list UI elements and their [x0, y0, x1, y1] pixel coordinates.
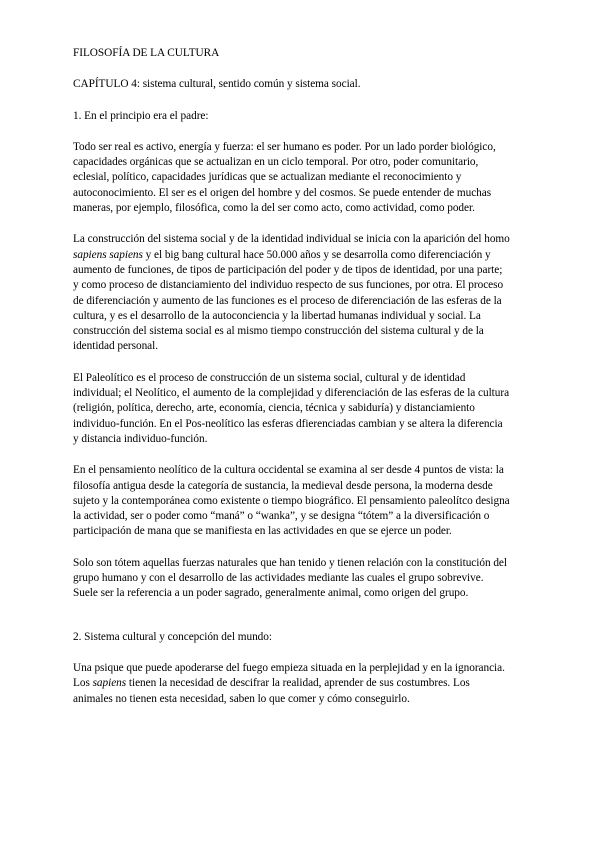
paragraph-line: animales no tienen esta necesidad, saben lo que comer y cómo conseguirlo.: [73, 692, 410, 705]
paragraph: [73, 556, 545, 602]
section-2-heading: 2. Sistema cultural y concepción del mundo:: [73, 630, 272, 643]
italic-term: sapiens: [92, 677, 127, 690]
paragraph-line: (religión, política, derecho, arte, economía, ciencia, técnica y sabiduría) y distanciamiento: [73, 402, 475, 415]
paragraph-line: [73, 248, 545, 263]
paragraph-line: y distancia individuo-función.: [73, 432, 208, 445]
paragraph-line: identidad personal.: [73, 340, 159, 353]
paragraph: [73, 371, 545, 447]
paragraph-line: eclesial, político, capacidades jurídicas que se actualizan mediante el reconocimiento y: [73, 171, 462, 184]
paragraph-line: y como proceso de distanciamiento del individuo respecto de sus funciones, por otra. El proceso: [73, 279, 504, 292]
line-text: tienen la necesidad de descifrar la realidad, aprender de sus costumbres. Los: [126, 677, 470, 690]
paragraph-line: Todo ser real es activo, energía y fuerza: el ser humano es poder. Por un lado porder biológico,: [73, 140, 496, 153]
paragraph-line: Una psique que puede apoderarse del fuego empieza situada en la perplejidad y en la ignorancia.: [73, 661, 505, 674]
paragraph-line: Solo son tótem aquellas fuerzas naturales que han tenido y tienen relación con la constitución del: [73, 556, 507, 569]
paragraph: [73, 232, 545, 354]
paragraph-line: En el pensamiento neolítico de la cultura occidental se examina al ser desde 4 puntos de vista: la: [73, 464, 504, 477]
paragraph-line: la actividad, ser o poder como “maná” o “wanka”, y se designa “tótem” a la diversificación o: [73, 510, 490, 523]
paragraph-line: individuo-función. En el Pos-neolítico las esferas dfierenciadas cambian y se altera la diferencia: [73, 417, 503, 430]
italic-term: sapiens sapiens: [73, 248, 143, 261]
paragraph-line: [73, 676, 545, 691]
line-text: y el big bang cultural hace 50.000 años y se desarrolla como diferenciación y: [142, 248, 491, 261]
paragraph: [73, 661, 545, 707]
document-title: FILOSOFÍA DE LA CULTURA: [73, 47, 220, 59]
paragraph: [73, 140, 545, 216]
paragraph-line: construcción del sistema social es al mismo tiempo construcción del sistema cultural y de la: [73, 325, 484, 338]
paragraph-line: El Paleolítico es el proceso de construcción de un sistema social, cultural y de identidad: [73, 371, 466, 384]
chapter-heading: CAPÍTULO 4: sistema cultural, sentido común y sistema social.: [73, 78, 361, 91]
paragraph-line: aumento de funciones, de tipos de participación del poder y de tipos de identidad, por una parte;: [73, 263, 503, 276]
paragraph-line: grupo humano y con el desarrollo de las actividades mediante las cuales el grupo sobrevive.: [73, 572, 484, 585]
paragraph-line: autoconocimiento. El ser es el origen del hombre y del cosmos. Se puede entender de muchas: [73, 186, 492, 199]
paragraph-line: filosofía antigua desde la categoría de sustancia, la medieval desde persona, la moderna desde: [73, 479, 493, 492]
paragraph-line: cultura, y es el desarrollo de la autoconciencia y la libertad humanas individual y social. La: [73, 309, 481, 322]
paragraph-line: de diferenciación y aumento de las funciones es el proceso de diferenciación de las esferas de la: [73, 294, 502, 307]
paragraph-line: capacidades orgánicas que se actualizan en un ciclo temporal. Por otro, poder comunitario,: [73, 156, 479, 169]
paragraph-line: Suele ser la referencia a un poder sagrado, generalmente animal, como origen del grupo.: [73, 587, 469, 600]
paragraph-line: sujeto y la contemporánea como existente o tiempo biográfico. El pensamiento paleolítco designa: [73, 494, 510, 507]
paragraph: [73, 463, 545, 539]
line-text: Los: [73, 677, 93, 690]
paragraph-line: participación de mana que se manifiesta en las actividades en que se ejerce un poder.: [73, 525, 452, 538]
paragraph-line: maneras, por ejemplo, filosófica, como la del ser como acto, como actividad, como poder.: [73, 202, 475, 215]
paragraph-line: individual; el Neolítico, el aumento de la complejidad y diferenciación de las esferas de la cultura: [73, 387, 510, 400]
paragraph-line: La construcción del sistema social y de la identidad individual se inicia con la aparición del homo: [73, 233, 510, 246]
document-page: [73, 46, 545, 723]
section-1-heading: 1. En el principio era el padre:: [73, 109, 209, 122]
